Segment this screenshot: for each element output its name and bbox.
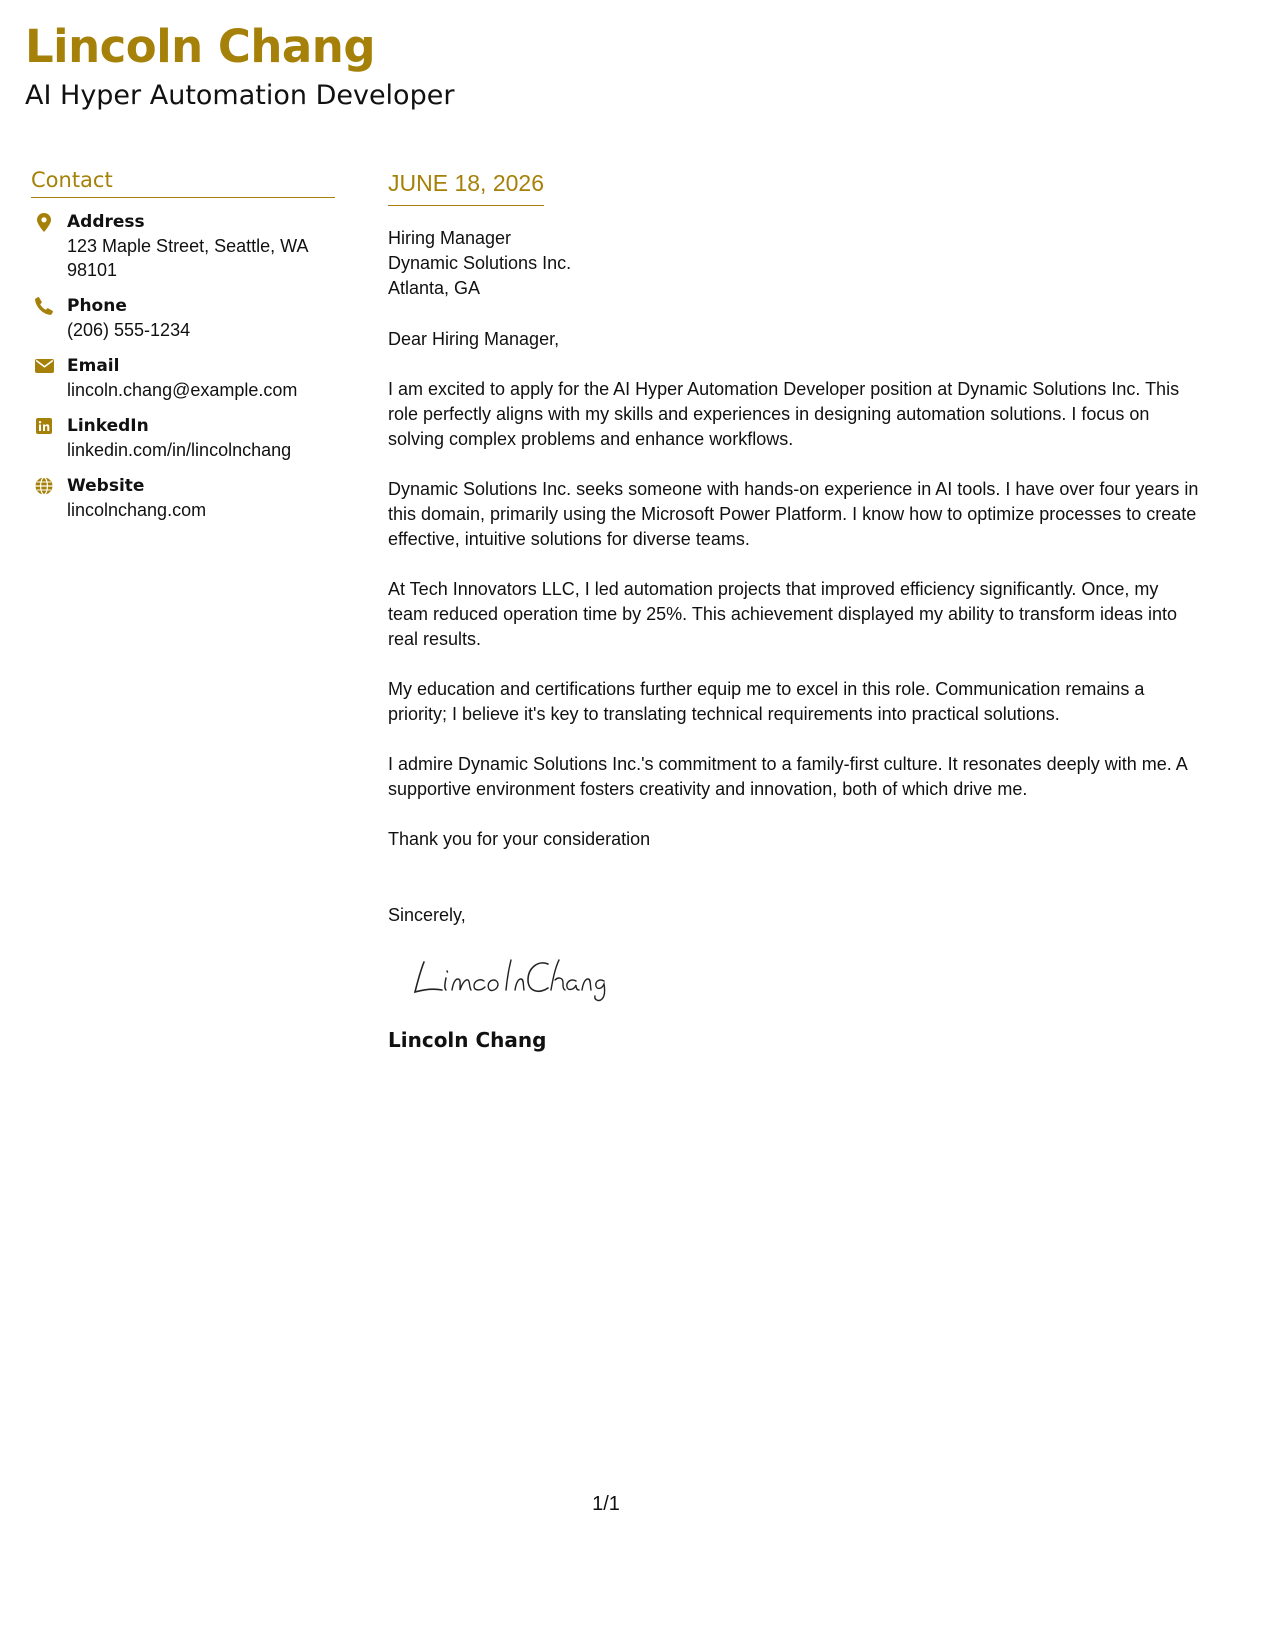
signature-image (410, 950, 620, 1002)
contact-value: lincolnchang.com (67, 500, 207, 521)
contact-label: LinkedIn (67, 416, 149, 437)
letter-paragraph: My education and certifications further equip me to excel in this role. Communication remains a priority; I believe it's key to translating technical requirements into practical solutions. (388, 678, 1145, 724)
recipient-line: Hiring Manager (388, 227, 512, 248)
globe-icon (33, 475, 55, 497)
contact-sidebar (31, 168, 335, 534)
recipient-line: Atlanta, GA (388, 277, 481, 298)
signed-name: Lincoln Chang (388, 1027, 547, 1052)
envelope-icon (33, 355, 55, 377)
closing: Sincerely, (388, 904, 466, 925)
contact-item-address (31, 210, 335, 282)
contact-item-website (31, 474, 335, 522)
contact-heading: Contact (31, 168, 335, 198)
contact-value: linkedin.com/in/lincolnchang (67, 440, 292, 461)
contact-item-phone (31, 294, 335, 342)
contact-label: Address (67, 212, 145, 233)
contact-label: Website (67, 476, 145, 497)
applicant-job-title: AI Hyper Automation Developer (25, 80, 455, 111)
recipient-block (388, 226, 1203, 301)
contact-value: 98101 (67, 260, 118, 281)
contact-item-linkedin (31, 414, 335, 462)
recipient-line: Dynamic Solutions Inc. (388, 252, 572, 273)
salutation: Dear Hiring Manager, (388, 328, 560, 349)
letter-date: JUNE 18, 2026 (388, 170, 544, 206)
map-pin-icon (33, 211, 55, 233)
linkedin-icon (33, 415, 55, 437)
phone-icon (33, 295, 55, 317)
contact-value: (206) 555-1234 (67, 320, 191, 341)
contact-item-email (31, 354, 335, 402)
cover-letter-body (388, 170, 1203, 1053)
page-number: 1/1 (592, 1493, 620, 1515)
letter-paragraph: At Tech Innovators LLC, I led automation projects that improved efficiency significantly. Once, my team reduced operation time by 25%. This achievement displayed my ability to transform ideas into real results. (388, 578, 1178, 649)
contact-value: lincoln.chang@example.com (67, 380, 298, 401)
contact-label: Phone (67, 296, 127, 317)
letter-paragraph: Thank you for your consideration (388, 828, 651, 849)
letter-paragraph: Dynamic Solutions Inc. seeks someone with hands-on experience in AI tools. I have over four years in this domain, primarily using the Microsoft Power Platform. I know how to optimize processes to create effective, intuitive solutions for diverse teams. (388, 478, 1199, 549)
contact-value: 123 Maple Street, Seattle, WA (67, 236, 309, 257)
contact-label: Email (67, 356, 120, 377)
applicant-name: Lincoln Chang (25, 20, 376, 73)
letter-paragraph: I admire Dynamic Solutions Inc.'s commitment to a family-first culture. It resonates deeply with me. A supportive environment fosters creativity and innovation, both of which drive me. (388, 753, 1187, 799)
letter-paragraph: I am excited to apply for the AI Hyper Automation Developer position at Dynamic Solutions Inc. This role perfectly aligns with my skills and experiences in designing automation solutions. I focus on solving complex problems and enhance workflows. (388, 378, 1180, 449)
